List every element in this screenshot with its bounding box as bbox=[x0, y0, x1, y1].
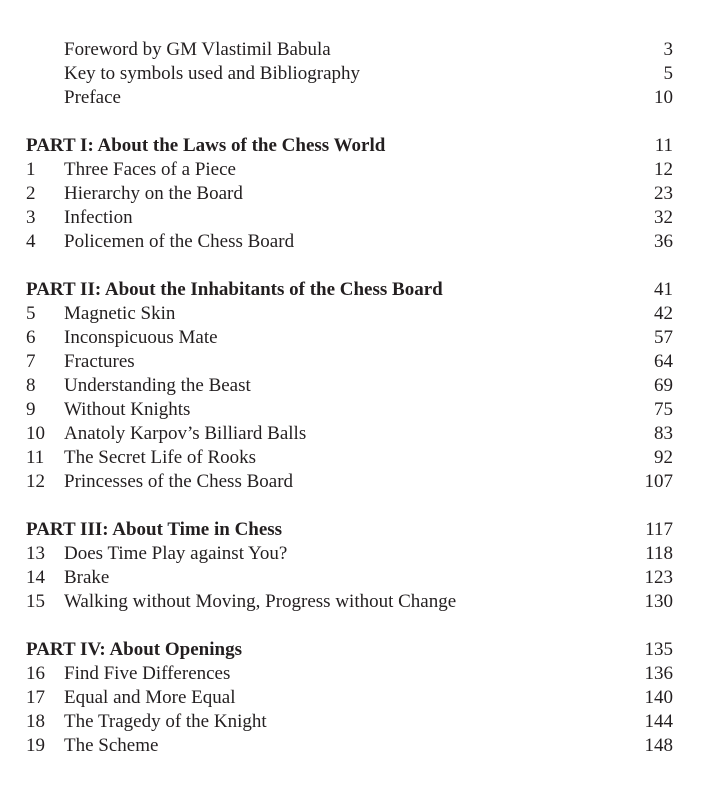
chapter-entry[interactable] bbox=[0, 302, 712, 326]
chapter-title: Without Knights bbox=[64, 399, 191, 420]
chapter-entry[interactable] bbox=[0, 686, 712, 710]
part-page-number: 135 bbox=[644, 639, 673, 660]
chapter-title: Walking without Moving, Progress without Change bbox=[64, 591, 457, 612]
chapter-number: 4 bbox=[26, 231, 36, 252]
chapter-number: 13 bbox=[26, 543, 45, 564]
chapter-page-number: 107 bbox=[644, 471, 673, 492]
chapter-entry[interactable] bbox=[0, 542, 712, 566]
chapter-title: The Scheme bbox=[64, 735, 159, 756]
chapter-title: Equal and More Equal bbox=[64, 687, 236, 708]
chapter-page-number: 23 bbox=[654, 183, 673, 204]
chapter-page-number: 32 bbox=[654, 207, 673, 228]
chapter-entry[interactable] bbox=[0, 182, 712, 206]
part-heading[interactable] bbox=[0, 518, 712, 542]
chapter-title: Anatoly Karpov’s Billiard Balls bbox=[64, 423, 307, 444]
chapter-title: Three Faces of a Piece bbox=[64, 159, 236, 180]
chapter-title: Fractures bbox=[64, 351, 135, 372]
chapter-entry[interactable] bbox=[0, 350, 712, 374]
chapter-number: 8 bbox=[26, 375, 36, 396]
chapter-title: Hierarchy on the Board bbox=[64, 183, 243, 204]
chapter-entry[interactable] bbox=[0, 158, 712, 182]
part-title: PART III: About Time in Chess bbox=[26, 519, 283, 540]
part-title: PART IV: About Openings bbox=[26, 639, 242, 660]
chapter-page-number: 92 bbox=[654, 447, 673, 468]
chapter-title: The Secret Life of Rooks bbox=[64, 447, 257, 468]
chapter-entry[interactable] bbox=[0, 326, 712, 350]
chapter-page-number: 69 bbox=[654, 375, 673, 396]
chapter-title: Brake bbox=[64, 567, 110, 588]
chapter-number: 17 bbox=[26, 687, 45, 708]
chapter-number: 3 bbox=[26, 207, 36, 228]
chapter-page-number: 130 bbox=[644, 591, 673, 612]
entry-title: Foreword by GM Vlastimil Babula bbox=[64, 39, 331, 60]
entry-page-number: 5 bbox=[663, 63, 673, 84]
chapter-entry[interactable] bbox=[0, 206, 712, 230]
part-page-number: 117 bbox=[645, 519, 673, 540]
chapter-number: 6 bbox=[26, 327, 36, 348]
part-page-number: 11 bbox=[654, 135, 673, 156]
chapter-entry[interactable] bbox=[0, 470, 712, 494]
chapter-entry[interactable] bbox=[0, 446, 712, 470]
chapter-page-number: 118 bbox=[645, 543, 673, 564]
chapter-number: 18 bbox=[26, 711, 45, 732]
entry-page-number: 3 bbox=[663, 39, 673, 60]
chapter-page-number: 144 bbox=[644, 711, 673, 732]
chapter-page-number: 42 bbox=[654, 303, 673, 324]
chapter-page-number: 12 bbox=[654, 159, 673, 180]
entry-title: Key to symbols used and Bibliography bbox=[64, 63, 361, 84]
chapter-title: Magnetic Skin bbox=[64, 303, 176, 324]
chapter-title: The Tragedy of the Knight bbox=[64, 711, 267, 732]
chapter-number: 2 bbox=[26, 183, 36, 204]
part-heading[interactable] bbox=[0, 134, 712, 158]
chapter-title: Find Five Differences bbox=[64, 663, 231, 684]
chapter-page-number: 75 bbox=[654, 399, 673, 420]
chapter-entry[interactable] bbox=[0, 230, 712, 254]
chapter-entry[interactable] bbox=[0, 590, 712, 614]
part-heading[interactable] bbox=[0, 638, 712, 662]
chapter-page-number: 148 bbox=[644, 735, 673, 756]
chapter-entry[interactable] bbox=[0, 374, 712, 398]
front-matter-entry[interactable] bbox=[0, 86, 712, 110]
chapter-entry[interactable] bbox=[0, 710, 712, 734]
chapter-title: Does Time Play against You? bbox=[64, 543, 288, 564]
chapter-title: Infection bbox=[64, 207, 133, 228]
chapter-number: 10 bbox=[26, 423, 45, 444]
chapter-number: 14 bbox=[26, 567, 45, 588]
chapter-page-number: 140 bbox=[644, 687, 673, 708]
chapter-title: Inconspicuous Mate bbox=[64, 327, 218, 348]
front-matter-entry[interactable] bbox=[0, 38, 712, 62]
chapter-title: Policemen of the Chess Board bbox=[64, 231, 295, 252]
chapter-number: 7 bbox=[26, 351, 36, 372]
chapter-number: 16 bbox=[26, 663, 45, 684]
chapter-title: Understanding the Beast bbox=[64, 375, 251, 396]
chapter-page-number: 57 bbox=[654, 327, 673, 348]
entry-title: Preface bbox=[64, 87, 121, 108]
chapter-number: 12 bbox=[26, 471, 45, 492]
chapter-number: 5 bbox=[26, 303, 36, 324]
chapter-number: 9 bbox=[26, 399, 36, 420]
part-title: PART I: About the Laws of the Chess World bbox=[26, 135, 386, 156]
part-heading[interactable] bbox=[0, 278, 712, 302]
chapter-number: 15 bbox=[26, 591, 45, 612]
chapter-entry[interactable] bbox=[0, 662, 712, 686]
chapter-title: Princesses of the Chess Board bbox=[64, 471, 294, 492]
chapter-entry[interactable] bbox=[0, 734, 712, 758]
chapter-page-number: 83 bbox=[654, 423, 673, 444]
front-matter-entry[interactable] bbox=[0, 62, 712, 86]
chapter-page-number: 36 bbox=[654, 231, 673, 252]
part-title: PART II: About the Inhabitants of the Chess Board bbox=[26, 279, 443, 300]
chapter-page-number: 64 bbox=[654, 351, 673, 372]
chapter-number: 1 bbox=[26, 159, 36, 180]
part-page-number: 41 bbox=[654, 279, 673, 300]
chapter-number: 19 bbox=[26, 735, 45, 756]
chapter-entry[interactable] bbox=[0, 422, 712, 446]
entry-page-number: 10 bbox=[654, 87, 673, 108]
chapter-number: 11 bbox=[26, 447, 45, 468]
chapter-entry[interactable] bbox=[0, 566, 712, 590]
chapter-page-number: 123 bbox=[644, 567, 673, 588]
chapter-entry[interactable] bbox=[0, 398, 712, 422]
chapter-page-number: 136 bbox=[644, 663, 673, 684]
